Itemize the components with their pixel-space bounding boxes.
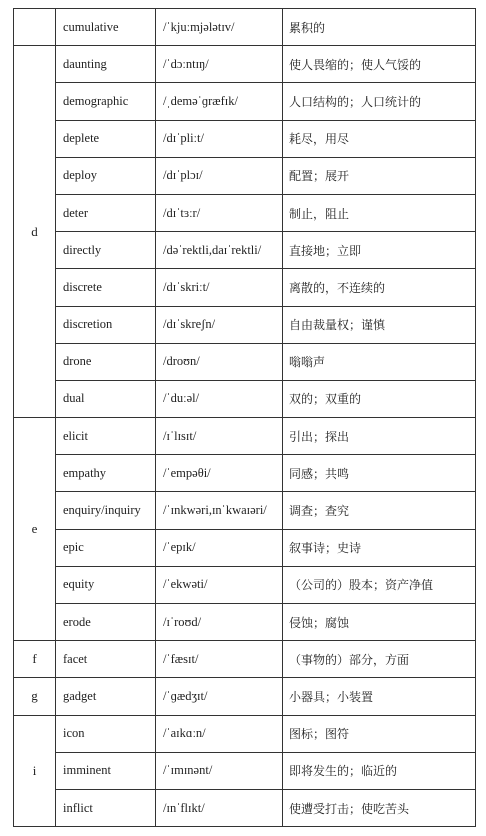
table-row: [14, 678, 476, 715]
letter-group-cell: f: [14, 641, 56, 678]
word-cell: equity: [56, 566, 156, 603]
word-cell: drone: [56, 343, 156, 380]
letter-group-cell: g: [14, 678, 56, 715]
phonetic-cell: /ɪnˈflɪkt/: [156, 789, 283, 826]
table-row: [14, 46, 476, 83]
table-row: [14, 120, 476, 157]
word-cell: discrete: [56, 269, 156, 306]
meaning-cell: 使遭受打击；使吃苦头: [283, 789, 476, 826]
phonetic-cell: /ˈekwəti/: [156, 566, 283, 603]
meaning-cell: 侵蚀；腐蚀: [283, 604, 476, 641]
meaning-cell: 即将发生的；临近的: [283, 752, 476, 789]
word-cell: facet: [56, 641, 156, 678]
table-row: [14, 418, 476, 455]
meaning-cell: 累积的: [283, 9, 476, 46]
table-row: [14, 380, 476, 417]
word-cell: erode: [56, 604, 156, 641]
table-row: [14, 789, 476, 826]
phonetic-cell: /droʊn/: [156, 343, 283, 380]
phonetic-cell: /ˈepɪk/: [156, 529, 283, 566]
meaning-cell: 离散的，不连续的: [283, 269, 476, 306]
meaning-cell: 使人畏缩的；使人气馁的: [283, 46, 476, 83]
word-cell: demographic: [56, 83, 156, 120]
phonetic-cell: /ɪˈlɪsɪt/: [156, 418, 283, 455]
table-row: [14, 343, 476, 380]
word-cell: deploy: [56, 157, 156, 194]
table-row: [14, 269, 476, 306]
word-cell: dual: [56, 380, 156, 417]
table-row: [14, 604, 476, 641]
meaning-cell: 叙事诗；史诗: [283, 529, 476, 566]
meaning-cell: 人口结构的；人口统计的: [283, 83, 476, 120]
phonetic-cell: /dɪˈskriːt/: [156, 269, 283, 306]
table-row: [14, 752, 476, 789]
phonetic-cell: /ˈempəθi/: [156, 455, 283, 492]
table-row: [14, 232, 476, 269]
table-row: [14, 492, 476, 529]
table-row: [14, 83, 476, 120]
table-row: [14, 529, 476, 566]
letter-group-cell: d: [14, 46, 56, 418]
meaning-cell: 耗尽，用尽: [283, 120, 476, 157]
word-cell: elicit: [56, 418, 156, 455]
meaning-cell: （公司的）股本；资产净值: [283, 566, 476, 603]
phonetic-cell: /dɪˈtɜːr/: [156, 194, 283, 231]
phonetic-cell: /ˈɪmɪnənt/: [156, 752, 283, 789]
phonetic-cell: /ˈaɪkɑːn/: [156, 715, 283, 752]
phonetic-cell: /dɪˈplɔɪ/: [156, 157, 283, 194]
phonetic-cell: /ˌdeməˈɡræfɪk/: [156, 83, 283, 120]
meaning-cell: 嗡嗡声: [283, 343, 476, 380]
word-cell: enquiry/inquiry: [56, 492, 156, 529]
word-cell: inflict: [56, 789, 156, 826]
phonetic-cell: /dɪˈskreʃn/: [156, 306, 283, 343]
phonetic-cell: /dɪˈpliːt/: [156, 120, 283, 157]
word-cell: empathy: [56, 455, 156, 492]
letter-group-cell: e: [14, 418, 56, 641]
table-row: [14, 715, 476, 752]
phonetic-cell: /ˈɪnkwəri,ɪnˈkwaɪəri/: [156, 492, 283, 529]
phonetic-cell: /ˈkjuːmjələtɪv/: [156, 9, 283, 46]
meaning-cell: 自由裁量权；谨慎: [283, 306, 476, 343]
word-cell: discretion: [56, 306, 156, 343]
table-row: [14, 455, 476, 492]
phonetic-cell: /ˈfæsɪt/: [156, 641, 283, 678]
table-row: [14, 194, 476, 231]
meaning-cell: 直接地；立即: [283, 232, 476, 269]
meaning-cell: 制止，阻止: [283, 194, 476, 231]
meaning-cell: 小器具；小装置: [283, 678, 476, 715]
word-cell: daunting: [56, 46, 156, 83]
table-row: [14, 566, 476, 603]
table-row: [14, 157, 476, 194]
table-row: [14, 641, 476, 678]
phonetic-cell: /dəˈrektli,daɪˈrektli/: [156, 232, 283, 269]
phonetic-cell: /ˈɡædʒɪt/: [156, 678, 283, 715]
word-cell: cumulative: [56, 9, 156, 46]
word-cell: epic: [56, 529, 156, 566]
word-cell: gadget: [56, 678, 156, 715]
letter-group-cell: [14, 9, 56, 46]
vocabulary-table-body: [14, 9, 476, 827]
table-row: [14, 306, 476, 343]
meaning-cell: （事物的）部分，方面: [283, 641, 476, 678]
meaning-cell: 配置；展开: [283, 157, 476, 194]
word-cell: icon: [56, 715, 156, 752]
meaning-cell: 引出；探出: [283, 418, 476, 455]
meaning-cell: 图标；图符: [283, 715, 476, 752]
letter-group-cell: i: [14, 715, 56, 827]
table-row: [14, 9, 476, 46]
word-cell: directly: [56, 232, 156, 269]
meaning-cell: 双的；双重的: [283, 380, 476, 417]
meaning-cell: 调查；查究: [283, 492, 476, 529]
word-cell: imminent: [56, 752, 156, 789]
phonetic-cell: /ˈduːəl/: [156, 380, 283, 417]
word-cell: deplete: [56, 120, 156, 157]
word-cell: deter: [56, 194, 156, 231]
phonetic-cell: /ˈdɔːntɪŋ/: [156, 46, 283, 83]
meaning-cell: 同感；共鸣: [283, 455, 476, 492]
phonetic-cell: /ɪˈroʊd/: [156, 604, 283, 641]
vocabulary-table: [13, 8, 476, 827]
